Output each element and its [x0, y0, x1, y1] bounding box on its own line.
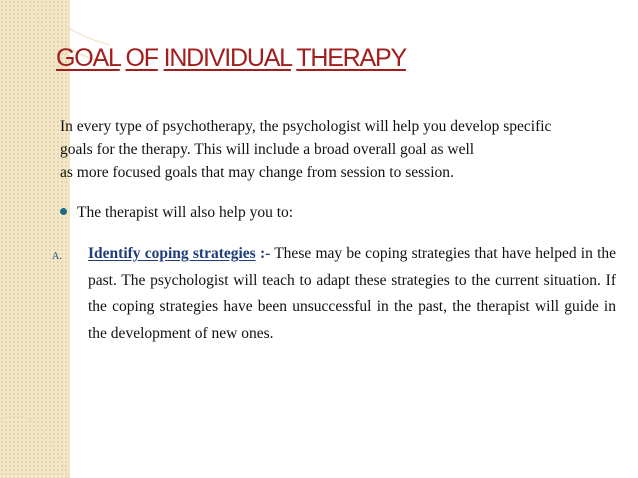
- list-marker: A.: [52, 251, 62, 262]
- title-word-individual: INDIVIDUAL: [163, 44, 291, 72]
- intro-line-3: as more focused goals that may change from session to session.: [60, 164, 454, 181]
- title-word-goal: GOAL: [56, 44, 120, 72]
- item-separator: :-: [259, 245, 271, 262]
- bullet-text: The therapist will also help you to:: [77, 204, 294, 221]
- title-word-therapy: THERAPY: [296, 44, 406, 72]
- intro-line-2: goals for the therapy. This will include a broad overall goal as well: [60, 141, 475, 158]
- list-item-a: [52, 241, 616, 347]
- bullet-item: [60, 202, 293, 224]
- page-title: [56, 44, 406, 73]
- item-heading: Identify coping strategies: [88, 245, 256, 262]
- bullet-dot-icon: [60, 208, 67, 215]
- list-item-text: [88, 241, 616, 347]
- title-word-of: OF: [125, 44, 158, 72]
- item-body: These may be coping strategies that have helped in the past. The psychologist will teach to adapt these strategies to the current situation. If the coping strategies have been unsuccessful in the past, the therapist will guide in the development of new ones.: [88, 245, 616, 342]
- intro-paragraph: [60, 115, 620, 184]
- intro-line-1: In every type of psychotherapy, the psychologist will help you develop specific: [60, 118, 552, 135]
